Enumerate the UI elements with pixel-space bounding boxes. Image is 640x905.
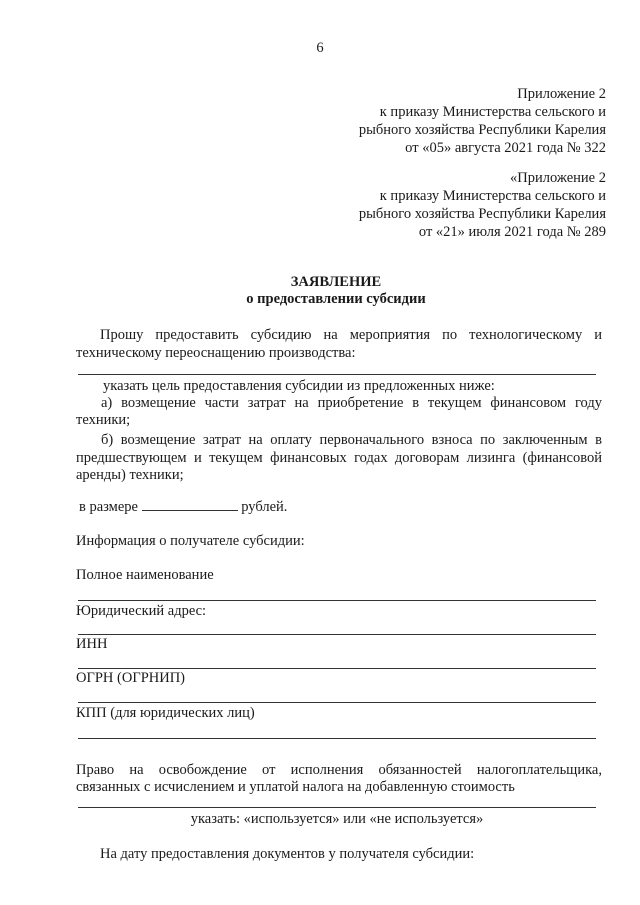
- documents-date-line: На дату предоставления документов у получателя субсидии:: [100, 846, 475, 862]
- amount-line: [79, 498, 287, 516]
- ogrn-label: ОГРН (ОГРНИП): [76, 670, 186, 686]
- request-line2: техническому переоснащению производства:: [76, 345, 356, 361]
- legal-address-fill-line: [78, 634, 596, 635]
- option-b-line2: предшествующем и текущем финансовых годах договорам лизинга (финансовой: [76, 450, 602, 466]
- purpose-hint: указать цель предоставления субсидии из предложенных ниже:: [103, 378, 495, 394]
- ogrn-fill-line: [78, 702, 596, 703]
- appendix-previous-line1: «Приложение 2: [510, 170, 606, 186]
- kpp-fill-line: [78, 738, 596, 739]
- page-number: 6: [316, 40, 324, 56]
- purpose-fill-line: [78, 374, 596, 375]
- vat-hint: указать: «используется» или «не используется»: [190, 811, 484, 827]
- document-subtitle: о предоставлении субсидии: [246, 291, 426, 307]
- inn-label: ИНН: [76, 636, 108, 652]
- appendix-current-line2: к приказу Министерства сельского и: [379, 104, 606, 120]
- option-b-line1: б) возмещение затрат на оплату первоначального взноса по заключенным в: [101, 432, 602, 448]
- appendix-previous-line3: рыбного хозяйства Республики Карелия: [358, 206, 606, 222]
- appendix-current-line3: рыбного хозяйства Республики Карелия: [358, 122, 606, 138]
- option-b-line3: аренды) техники;: [76, 467, 184, 483]
- appendix-current-line4: от «05» августа 2021 года № 322: [405, 140, 606, 156]
- amount-fill-line: [142, 498, 238, 511]
- vat-line1: Право на освобождение от исполнения обязанностей налогоплательщика,: [76, 762, 602, 778]
- appendix-current-line1: Приложение 2: [517, 86, 606, 102]
- appendix-previous-line4: от «21» июля 2021 года № 289: [418, 224, 606, 240]
- amount-suffix: рублей.: [241, 499, 288, 515]
- amount-prefix: в размере: [79, 499, 138, 515]
- document-title: ЗАЯВЛЕНИЕ: [290, 274, 382, 290]
- request-line1: Прошу предоставить субсидию на мероприятия по технологическому и: [100, 327, 602, 343]
- appendix-previous-line2: к приказу Министерства сельского и: [379, 188, 606, 204]
- vat-line2: связанных с исчислением и уплатой налога на добавленную стоимость: [76, 779, 515, 795]
- legal-address-label: Юридический адрес:: [76, 603, 207, 619]
- recipient-section-title: Информация о получателе субсидии:: [76, 533, 305, 549]
- option-a-line2: техники;: [76, 412, 131, 428]
- full-name-fill-line: [78, 600, 596, 601]
- vat-fill-line: [78, 807, 596, 808]
- inn-fill-line: [78, 668, 596, 669]
- kpp-label: КПП (для юридических лиц): [76, 705, 255, 721]
- full-name-label: Полное наименование: [76, 567, 214, 583]
- option-a-line1: а) возмещение части затрат на приобретение в текущем финансовом году: [101, 395, 602, 411]
